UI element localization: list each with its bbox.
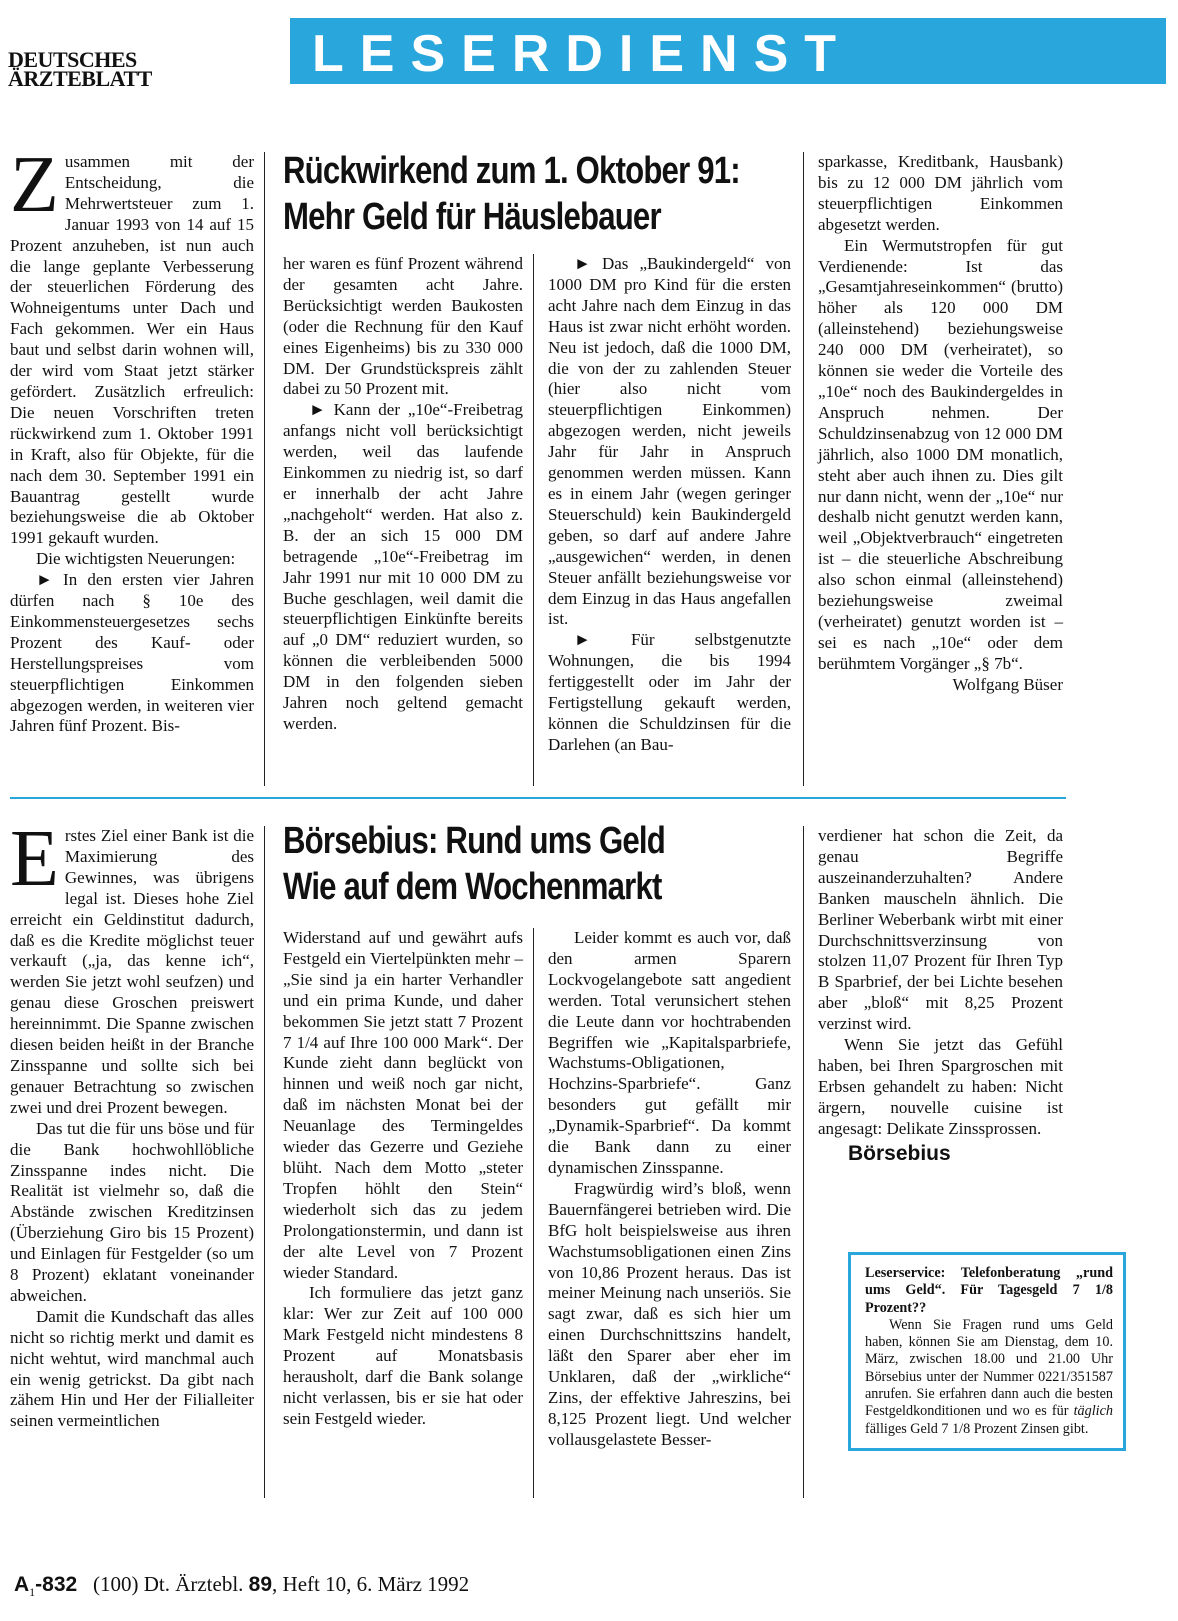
article2-paragraph: verdiener hat schon die Zeit, da genau Begriffe auszeinanderzuhalten? Andere Banken mauscheln ähnlich. Die Berliner Weberbank wirbt mit einer Durchschnittsverzinsung von stolzen 11,07 Prozent für Ihren Typ B Sparbrief, der bei Lichte besehen aber „bloß“ mit 8,25 Prozent verzinst wird. xyxy=(818,826,1063,1034)
article1-paragraph: sparkasse, Kreditbank, Hausbank) bis zu 12 000 DM jährlich vom steuerpflichtigen Einkommen abgesetzt werden. xyxy=(818,152,1063,234)
column-divider xyxy=(803,826,804,1498)
article2-column-2 xyxy=(283,928,523,1430)
article1-headline: Rückwirkend zum 1. Oktober 91: Mehr Geld für Häuslebauer xyxy=(283,150,740,238)
article1-paragraph: Zusammen mit der Entscheidung, die Mehrwertsteuer zum 1. Januar 1993 von 14 auf 15 Prozent anzuheben, ist nun auch die lange geplante Verbesserung der steuerlichen Förderung des Wohneigentums unter Dach und Fach gekommen. Wer ein Haus baut und selbst darin wohnen will, der wird vom Staat jetzt stärker gefördert. Zusätzlich erfreulich: Die neuen Vorschriften treten rückwirkend zum 1. Oktober 1991 in Kraft, also für Objekte, für die nach dem 30. September 1991 ein Bauantrag gestellt wurde beziehungsweise die ab Oktober 1991 gekauft wurden. xyxy=(10,141,254,548)
column-divider xyxy=(264,152,265,786)
column-divider xyxy=(533,928,534,1498)
column-divider xyxy=(533,254,534,786)
dropcap: E xyxy=(10,815,59,903)
article2-paragraph: Das tut die für uns böse und für die Bank hochwohllöbliche Zinsspanne indes nicht. Die Realität ist vielmehr so, daß die Abstände zwischen Kreditzinsen (Überziehung Giro bis 15 Prozent) und Einlagen für Festgelder (so um 8 Prozent) eklatant voneinander abweichen. xyxy=(10,1118,254,1305)
dropcap: Z xyxy=(10,141,59,229)
publication-logo xyxy=(8,47,188,91)
article2-paragraph: Widerstand auf und gewährt aufs Festgeld ein Viertelpünkten mehr – „Sie sind ja ein harter Verhandler und ein prima Kunde, und daher bekommen Sie jetzt statt 7 Prozent 7 1/4 auf Ihre 100 000 Mark“. Der Kunde zieht dann beglückt von hinnen und weiß noch gar nicht, daß im nächsten Monat bei der Neuanlage des Termingeldes wieder das Gezerre und Geziehe blüht. Nach dem Motto „steter Tropfen höhlt den Stein“ wiederholt sich das zu jedem Prolongationstermin, und dann ist der alte Level von 7 Prozent wieder Standard. xyxy=(283,928,523,1282)
column-divider xyxy=(264,826,265,1498)
logo-line-2: ÄRZTEBLATT xyxy=(8,66,152,91)
article2-paragraph: Wenn Sie jetzt das Gefühl haben, bei Ihren Spargroschen mit Erbsen gehandelt zu haben: Nicht ärgern, nouvelle cuisine ist angesagt: Delikate Zinssprossen. xyxy=(818,1035,1063,1138)
page-number: -832 xyxy=(35,1573,78,1596)
article1-column-3 xyxy=(548,254,791,756)
article2-paragraph: Leider kommt es auch vor, daß den armen Sparern Lockvogelangebote satt angedient werden. Total verunsichert stehen die Leute dann vor hochtrabenden Begriffen wie „Kapitalsparbriefe, Wachstums-Obligationen, Hochzins-Sparbriefe“. Ganz besonders gut gefällt mir „Dynamik-Sparbrief“. Da kommt die Bank dann zu einer dynamischen Zinsspanne. xyxy=(548,928,791,1177)
article2-column-3 xyxy=(548,928,791,1451)
reader-service-emphasis: täglich xyxy=(1073,1403,1113,1420)
article1-paragraph: Die wichtigsten Neuerungen: xyxy=(36,549,236,569)
volume: 89 xyxy=(248,1573,273,1596)
article2-author: Börsebius xyxy=(848,1141,951,1165)
article1-paragraph: ► Das „Baukindergeld“ von 1000 DM pro Kind für die ersten acht Jahre nach dem Einzug in das Haus ist zwar nicht erhöht worden. Neu ist jedoch, daß die 1000 DM, die von der zu zahlenden Steuer (hier also nicht vom steuerpflichtigen Einkommen) abgezogen werden, nicht jeweils Jahr für Jahr in Anspruch genommen werden müssen. Kann es in einem Jahr (wegen geringer Steuerschuld) kein Baukindergeld geben, so darf auf andere Jahre „ausgewichen“ werden, in denen Steuer anfällt beziehungsweise vor dem Einzug in das Haus angefallen ist. xyxy=(548,254,791,629)
article2-column-4 xyxy=(818,826,1063,1165)
article1-paragraph: ► In den ersten vier Jahren dürfen nach § 10e des Einkommensteuergesetzes sechs Prozent des Kauf- oder Herstellungspreises vom steuerpflichtigen Einkommen abgezogen werden, in weiteren vier Jahren fünf Prozent. Bis- xyxy=(10,570,254,736)
section-banner xyxy=(290,18,1166,84)
citation-issue: , Heft 10, 6. März 1992 xyxy=(272,1572,470,1596)
article1-author: Wolfgang Büser xyxy=(952,674,1063,694)
reader-service-text: Wenn Sie Fragen rund ums Geld haben, können Sie am Dienstag, dem 10. März, zwischen 18.00 und 21.00 Uhr Börsebius unter der Nummer 0221/351587 anrufen. Sie erfahren dann auch die besten Festgeldkonditionen und wo es für täglich fälliges Geld 7 1/8 Prozent Zinsen gibt. xyxy=(865,1316,1113,1437)
page-code: A xyxy=(14,1573,30,1596)
article2-paragraph: Fragwürdig wird’s bloß, wenn Bauernfängerei betrieben wird. Die BfG holt beispielsweise aus ihren Wachstumsobligationen einen Zins von 10,86 Prozent heraus. Das ist meiner Meinung nach unseriös. Sie sagt zwar, daß es sich hier um einen Durchschnittszins handelt, läßt den Sparer aber eher im Unklaren, daß der „wirkliche“ Zins, der effektive Jahreszins, bei 8,125 Prozent liegt. Und welcher vollausgelastete Besser- xyxy=(548,1178,791,1449)
article1-paragraph: Ein Wermutstropfen für gut Verdienende: Ist das „Gesamtjahreseinkommen“ (brutto) höher als 120 000 DM (alleinstehend) beziehungsweise 240 000 DM (verheiratet), so können sie weder die Vorteile des „10e“ noch des Baukindergeldes in Anspruch nehmen. Der Schuldzinsenabzug von 12 000 DM jährlich, also 1000 DM monatlich, steht aber auch ihnen zu. Dies gilt nur dann nicht, wenn der „10e“ nur deshalb nicht genutzt werden kann, weil „Objektverbrauch“ eingetreten ist – die steuerliche Abschreibung also schon einmal (alleinstehend) beziehungsweise zweimal (verheiratet) genutzt worden ist – sei es nach „10e“ oder dem berühmtem Vorgänger „§ 7b“. xyxy=(818,235,1063,673)
article2-paragraph: Erstes Ziel einer Bank ist die Maximierung des Gewinnes, was übrigens legal ist. Dieses hohe Ziel erreicht ein Geldinstitut dadurch, daß es die Kredite möglichst teuer verkauft („ja, das kenne ich“, werden Sie jetzt wohl seufzen) und genau diese Groschen preiswert hereinnimmt. Die Spanne zwischen diesen beiden heißt in der Branche Zinsspanne und sollte sich bei genauer Betrachtung so zwischen zwei und drei Prozent bewegen. xyxy=(10,815,254,1117)
article1-column-4 xyxy=(818,152,1063,696)
section-separator xyxy=(10,797,1066,799)
page-code-sub: 1 xyxy=(29,1585,36,1600)
article2-paragraph: Damit die Kundschaft das alles nicht so richtig merkt und damit es nicht wehtut, wird manchmal auch ein wenig getrickst. Da gibt nach zähem Hin und Her der Filialleiter seinen vermeintlichen xyxy=(10,1306,254,1431)
article1-paragraph: ► Kann der „10e“-Freibetrag anfangs nicht voll berücksichtigt werden, weil das laufende Einkommen zu niedrig ist, so darf er innerhalb der acht Jahre „nachgeholt“ werden. Hat also z. B. der an sich 15 000 DM betragende „10e“-Freibetrag im Jahr 1991 nur mit 10 000 DM zu Buche geschlagen, weil damit die steuerpflichtigen Einkünfte bereits auf „0 DM“ reduziert wurden, so können die verbleibenden 5000 DM in den folgenden sieben Jahren noch geltend gemacht werden. xyxy=(283,400,523,733)
article1-paragraph: ► Für selbstgenutzte Wohnungen, die bis 1994 fertiggestellt oder im Jahr der Fertigstellung gekauft werden, können die Schuldzinsen für die Darlehen (an Bau- xyxy=(548,630,791,754)
article2-headline: Börsebius: Rund ums Geld Wie auf dem Wochenmarkt xyxy=(283,820,665,908)
logo-line-1: DEUTSCHES xyxy=(8,47,137,72)
section-banner-title: LESERDIENST xyxy=(312,25,853,83)
article2-paragraph: Ich formuliere das jetzt ganz klar: Wer zur Zeit auf 100 000 Mark Festgeld nicht mindestens 8 Prozent auf Monatsbasis herausholt, darf die Bank solange nicht verlassen, bis er sie hat oder sein Festgeld wieder. xyxy=(283,1283,523,1428)
reader-service-heading: Leserservice: Telefonberatung „rund ums Geld“. Für Tagesgeld 7 1/8 Prozent?? xyxy=(865,1265,1113,1316)
column-divider xyxy=(803,152,804,786)
article2-column-1 xyxy=(10,815,254,1432)
article1-column-1 xyxy=(10,141,254,737)
reader-service-box xyxy=(848,1252,1126,1451)
page-footer xyxy=(14,1572,469,1600)
article1-paragraph: her waren es fünf Prozent während der gesamten acht Jahre. Berücksichtigt werden Baukosten (oder die Rechnung für den Kauf eines Eigenheims) bis zu 330 000 DM. Der Grundstückspreis zählt dabei zu 50 Prozent mit. xyxy=(283,254,523,399)
article1-column-2 xyxy=(283,254,523,735)
citation: (100) Dt. Ärztebl. xyxy=(92,1572,244,1596)
